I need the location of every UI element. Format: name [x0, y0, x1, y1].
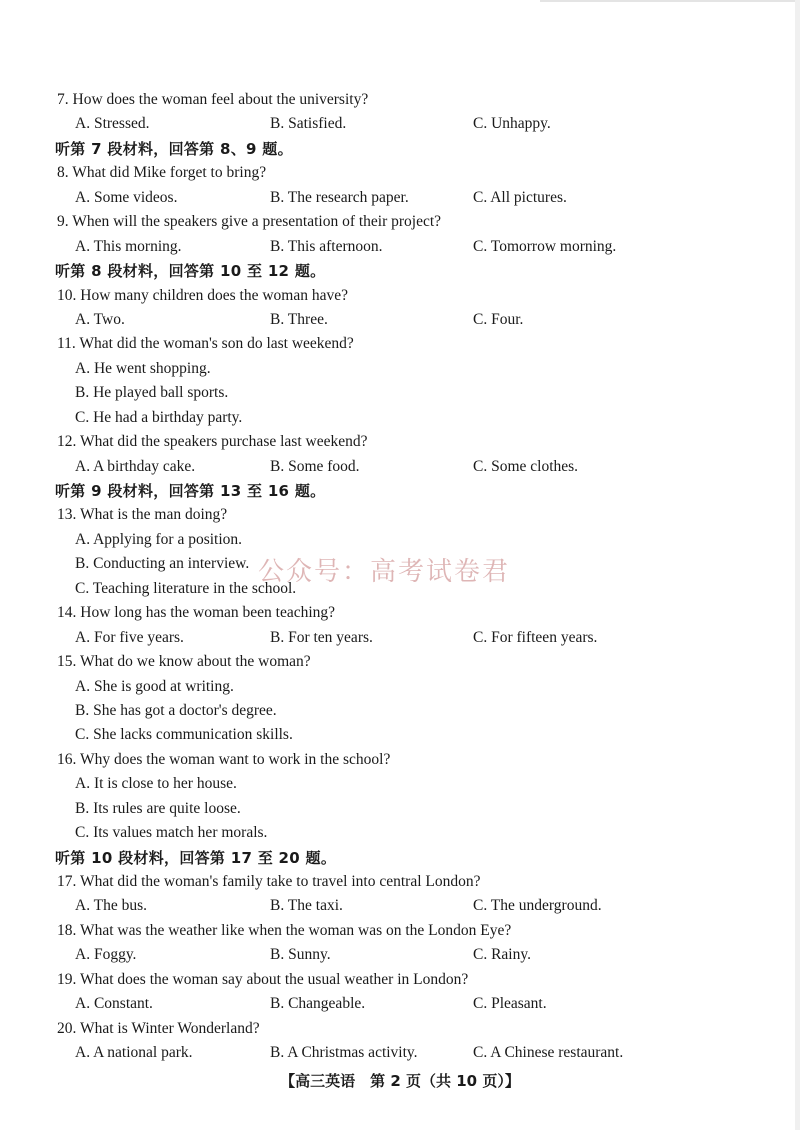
answer-option-c: C. For fifteen years.: [473, 628, 598, 646]
watermark-text: 公众号：高考试卷君: [258, 557, 511, 587]
answer-option: B. He played ball sports.: [75, 384, 229, 402]
answer-options-row: [55, 455, 755, 479]
answer-option-c: C. All pictures.: [473, 188, 567, 206]
page-footer: 【高三英语 第 2 页（共 10 页）】: [280, 1072, 520, 1090]
answer-options-row: [55, 626, 755, 650]
answer-option-b: B. Sunny.: [270, 946, 331, 964]
answer-option-c: C. Some clothes.: [473, 457, 579, 475]
answer-options-row: [55, 308, 755, 332]
answer-options-row: [55, 112, 755, 136]
section-instruction: 听第 8 段材料，回答第 10 至 12 题。: [55, 262, 326, 281]
answer-option-a: A. Two.: [75, 310, 125, 328]
answer-option-b: B. This afternoon.: [270, 237, 383, 255]
section-instruction: 听第 7 段材料，回答第 8、9 题。: [55, 139, 293, 158]
answer-options-row: [55, 992, 755, 1016]
question-stem: 7. How does the woman feel about the university?: [57, 91, 369, 108]
answer-option: A. It is close to her house.: [75, 775, 237, 793]
answer-option: C. She lacks communication skills.: [75, 726, 293, 744]
question-stem: 8. What did Mike forget to bring?: [57, 164, 267, 182]
answer-option-a: A. Foggy.: [75, 946, 137, 964]
answer-options-row: [55, 894, 755, 918]
answer-option-a: A. Constant.: [75, 995, 153, 1013]
question-stem: 11. What did the woman's son do last weekend?: [57, 335, 354, 353]
answer-option-c: C. Tomorrow morning.: [473, 237, 617, 255]
question-stem: 12. What did the speakers purchase last weekend?: [57, 433, 368, 451]
question-stem: 13. What is the man doing?: [57, 506, 228, 524]
answer-option: A. She is good at writing.: [75, 677, 234, 695]
answer-options-row: [55, 186, 755, 210]
question-stem: 9. When will the speakers give a presentation of their project?: [57, 213, 442, 231]
answer-option-a: A. A birthday cake.: [75, 457, 196, 475]
answer-options-row: [55, 1041, 755, 1065]
answer-option: C. He had a birthday party.: [75, 408, 243, 426]
question-stem: 10. How many children does the woman have?: [57, 286, 348, 304]
answer-options-row: [55, 235, 755, 259]
answer-option: A. He went shopping.: [75, 359, 211, 377]
answer-option-b: B. The research paper.: [270, 188, 409, 206]
answer-option-c: C. Unhappy.: [473, 115, 551, 133]
answer-option: B. She has got a doctor's degree.: [75, 701, 277, 719]
question-stem: 19. What does the woman say about the usual weather in London?: [57, 970, 469, 988]
answer-option-b: B. A Christmas activity.: [270, 1044, 418, 1062]
answer-options-row: [55, 943, 755, 967]
answer-option-c: C. Rainy.: [473, 946, 531, 964]
question-stem: 14. How long has the woman been teaching?: [57, 604, 336, 622]
answer-option-a: A. Some videos.: [75, 188, 178, 206]
question-stem: 16. Why does the woman want to work in the school?: [57, 750, 391, 768]
answer-option-b: B. The taxi.: [270, 897, 343, 915]
question-stem: 20. What is Winter Wonderland?: [57, 1019, 260, 1037]
top-divider: [540, 0, 800, 2]
answer-option-a: A. This morning.: [75, 237, 182, 255]
answer-option-c: C. A Chinese restaurant.: [473, 1044, 624, 1062]
answer-option-b: B. Three.: [270, 310, 328, 328]
answer-option: A. Applying for a position.: [75, 530, 243, 548]
question-stem: 15. What do we know about the woman?: [57, 653, 311, 671]
answer-option-a: A. For five years.: [75, 628, 184, 646]
answer-option-c: C. The underground.: [473, 897, 602, 915]
answer-option-b: B. For ten years.: [270, 628, 373, 646]
answer-option: B. Conducting an interview.: [75, 555, 250, 573]
section-instruction: 听第 9 段材料，回答第 13 至 16 题。: [55, 482, 326, 500]
page-edge: [795, 0, 800, 1130]
section-instruction: 听第 10 段材料，回答第 17 至 20 题。: [55, 848, 337, 867]
answer-option: B. Its rules are quite loose.: [75, 799, 241, 817]
answer-option: C. Teaching literature in the school.: [75, 579, 297, 597]
answer-option-a: A. Stressed.: [75, 115, 150, 133]
question-stem: 17. What did the woman's family take to travel into central London?: [57, 873, 481, 890]
answer-option-a: A. A national park.: [75, 1044, 193, 1062]
answer-option-b: B. Changeable.: [270, 995, 366, 1013]
answer-option: C. Its values match her morals.: [75, 824, 268, 842]
answer-option-a: A. The bus.: [75, 897, 148, 915]
answer-option-b: B. Satisfied.: [270, 115, 347, 133]
answer-option-c: C. Four.: [473, 310, 524, 328]
answer-option-b: B. Some food.: [270, 457, 360, 475]
answer-option-c: C. Pleasant.: [473, 995, 547, 1013]
question-stem: 18. What was the weather like when the woman was on the London Eye?: [57, 921, 512, 939]
